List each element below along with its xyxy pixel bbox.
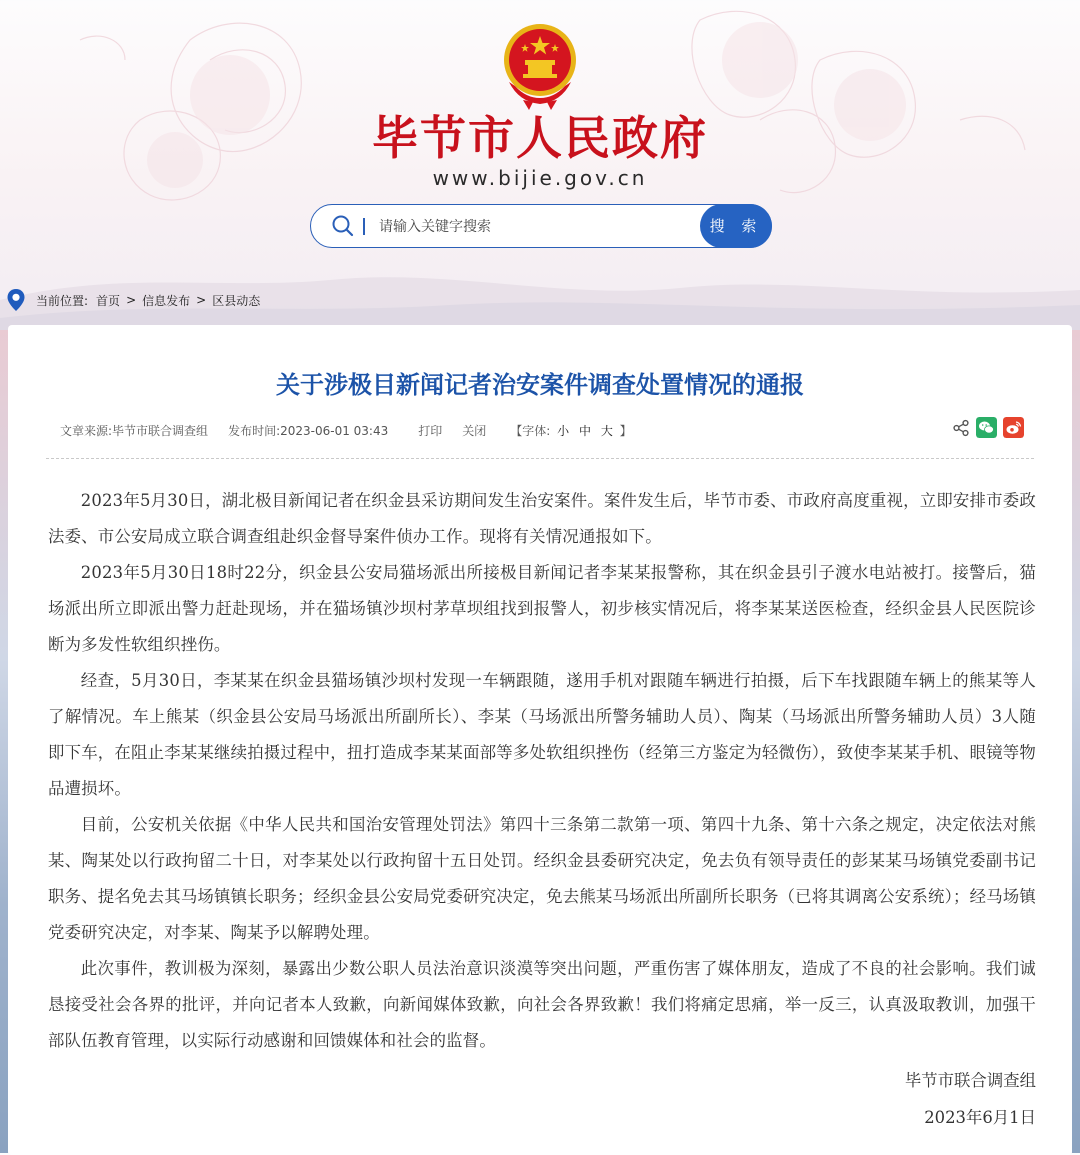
left-decor-strip bbox=[0, 330, 8, 1153]
font-large-link[interactable]: 大 bbox=[600, 424, 613, 438]
breadcrumb-home[interactable]: 首页 bbox=[96, 293, 121, 308]
search-input[interactable] bbox=[377, 211, 681, 243]
breadcrumb-separator: > bbox=[196, 293, 207, 307]
breadcrumb-separator: > bbox=[126, 293, 137, 307]
breadcrumb-prefix: 当前位置: bbox=[36, 293, 89, 308]
article-card bbox=[8, 325, 1072, 1155]
font-size-control bbox=[510, 422, 631, 439]
breadcrumb-county-news[interactable]: 区县动态 bbox=[212, 293, 261, 308]
article-source: 毕节市联合调查组 bbox=[112, 424, 209, 438]
sign-date: 2023年6月1日 bbox=[924, 1108, 1036, 1127]
wechat-icon[interactable] bbox=[976, 417, 997, 438]
right-decor-strip bbox=[1072, 330, 1080, 1153]
article-paragraph: 2023年5月30日18时22分，织金县公安局猫场派出所接极目新闻记者李某某报警称，其在织金县引子渡水电站被打。接警后，猫场派出所立即派出警力赶赴现场，并在猫场镇沙坝村茅草坝组找到报警人，初步核实情况后，将李某某送医检查，经织金县人民医院诊断为多发性软组织挫伤。 bbox=[48, 563, 1036, 654]
signature: 毕节市联合调查组 bbox=[904, 1071, 1036, 1090]
article-paragraph: 目前，公安机关依据《中华人民共和国治安管理处罚法》第四十三条第二款第一项、第四十九条、第十六条之规定，决定依法对熊某、陶某处以行政拘留二十日，对李某处以行政拘留十五日处罚。经织金县委研究决定，免去负有领导责任的彭某某马场镇党委副书记职务、提名免去其马场镇镇长职务；经织金县公安局党委研究决定，免去熊某马场派出所副所长职务（已将其调离公安系统）；经马场镇党委研究决定，对李某、陶某予以解聘处理。 bbox=[48, 815, 1036, 942]
share-icon[interactable] bbox=[952, 419, 970, 437]
article-paragraph: 2023年5月30日，湖北极目新闻记者在织金县采访期间发生治安案件。案件发生后，毕节市委、市政府高度重视，立即安排市委政法委、市公安局成立联合调查组赴织金督导案件侦办工作。现将有关情况通报如下。 bbox=[48, 491, 1036, 546]
search-separator bbox=[363, 218, 365, 235]
weibo-icon[interactable] bbox=[1003, 417, 1024, 438]
source-label: 文章来源: bbox=[60, 424, 113, 438]
font-small-link[interactable]: 小 bbox=[557, 424, 570, 438]
article-meta bbox=[60, 422, 632, 439]
share-area bbox=[952, 417, 1024, 438]
article-title: 关于涉极目新闻记者治安案件调查处置情况的通报 bbox=[276, 371, 804, 399]
font-size-prefix: 【字体: bbox=[510, 424, 551, 438]
national-emblem-icon bbox=[499, 22, 581, 110]
search-button[interactable]: 搜 索 bbox=[700, 204, 772, 248]
print-link[interactable]: 打印 bbox=[418, 424, 443, 438]
article-paragraph: 此次事件，教训极为深刻，暴露出少数公职人员法治意识淡漠等突出问题，严重伤害了媒体朋友，造成了不良的社会影响。我们诚恳接受社会各界的批评，并向记者本人致歉，向新闻媒体致歉，向社会各界致歉！我们将痛定思痛，举一反三，认真汲取教训，加强干部队伍教育管理，以实际行动感谢和回馈媒体和社会的监督。 bbox=[48, 959, 1036, 1050]
search-icon[interactable] bbox=[331, 214, 355, 238]
breadcrumb-info-release[interactable]: 信息发布 bbox=[142, 293, 191, 308]
font-medium-link[interactable]: 中 bbox=[579, 424, 592, 438]
publish-time: 2023-06-01 03:43 bbox=[280, 423, 389, 438]
time-label: 发布时间: bbox=[228, 424, 281, 438]
location-pin-icon bbox=[6, 288, 26, 312]
article-body bbox=[48, 483, 1036, 1059]
font-size-suffix: 】 bbox=[619, 424, 632, 438]
meta-divider bbox=[46, 458, 1034, 459]
close-link[interactable]: 关闭 bbox=[462, 424, 487, 438]
article-paragraph: 经查，5月30日，李某某在织金县猫场镇沙坝村发现一车辆跟随，遂用手机对跟随车辆进行拍摄，后下车找跟随车辆上的熊某等人了解情况。车上熊某（织金县公安局马场派出所副所长）、李某（马场派出所警务辅助人员）、陶某（马场派出所警务辅助人员）3人随即下车，在阻止李某某继续拍摄过程中，扭打造成李某某面部等多处软组织挫伤（经第三方鉴定为轻微伤），致使李某某手机、眼镜等物品遭损坏。 bbox=[48, 671, 1036, 798]
search-bar bbox=[310, 204, 772, 248]
breadcrumb bbox=[6, 288, 260, 312]
site-url: www.bijie.gov.cn bbox=[432, 166, 648, 190]
site-title: 毕节市人民政府 bbox=[372, 111, 708, 165]
